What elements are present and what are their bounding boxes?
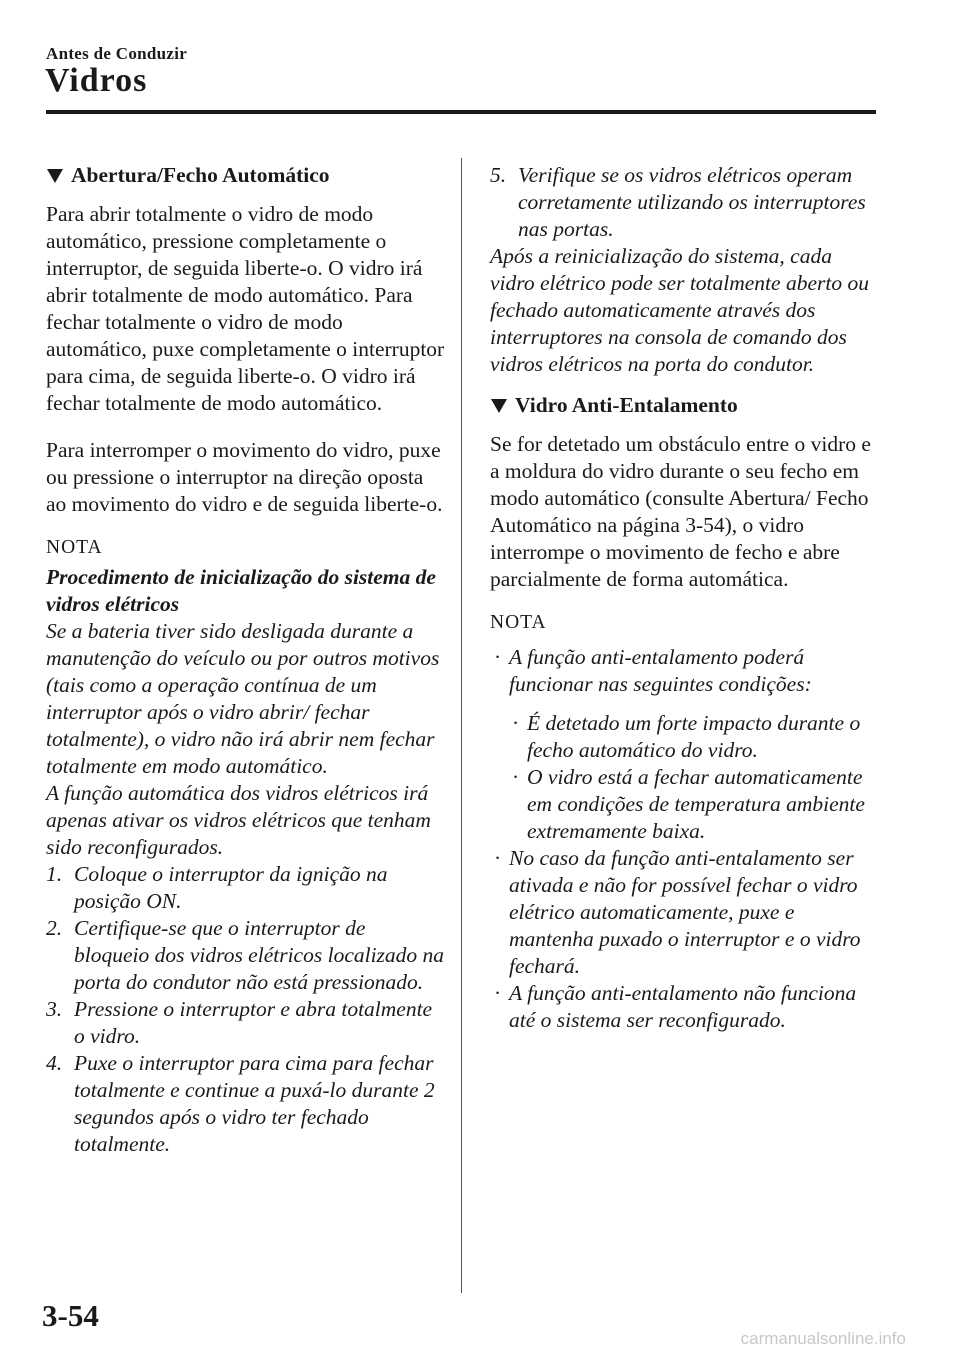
right-column [490, 162, 880, 1034]
section-heading-auto [46, 162, 446, 189]
step-number: 4. [46, 1051, 63, 1075]
list-item [494, 980, 880, 1034]
list-item [512, 710, 880, 764]
nota-title: Procedimento de inicialização do sistema de vidros elétricos [46, 565, 436, 616]
heading-text: Abertura/Fecho Automático [71, 163, 330, 187]
bullet-text: É detetado um forte impacto durante o fecho automático do vidro. [527, 711, 861, 762]
step-text: Coloque o interruptor da ignição na posição ON. [74, 862, 388, 913]
bullet-icon: · [512, 765, 520, 789]
page-title: Vidros [45, 62, 148, 99]
list-item [46, 1050, 446, 1158]
step-text: Puxe o interruptor para cima para fechar totalmente e continue a puxá-lo durante 2 segundos após o vidro ter fechado totalmente. [74, 1051, 435, 1156]
bullet-text: O vidro está a fechar automaticamente em condições de temperatura ambiente extremamente baixa. [527, 765, 865, 843]
list-item [494, 644, 880, 698]
paragraph: Após a reinicialização do sistema, cada vidro elétrico pode ser totalmente aberto ou fechado automaticamente através dos interruptores na consola de comando dos vidros elétricos na porta do condutor. [490, 244, 869, 376]
section-heading-anti-pinch [490, 392, 880, 419]
list-item [512, 764, 880, 845]
column-divider [461, 158, 462, 1293]
list-item [46, 915, 446, 996]
bullet-text: A função anti-entalamento poderá funcionar nas seguintes condições: [509, 645, 812, 696]
heading-text: Vidro Anti-Entalamento [515, 393, 738, 417]
step-number: 1. [46, 862, 63, 886]
list-item [46, 996, 446, 1050]
sub-list [512, 710, 880, 845]
step-text: Pressione o interruptor e abra totalmente o vidro. [74, 997, 433, 1048]
bullet-icon: · [512, 711, 520, 735]
list-item [494, 845, 880, 980]
step-number: 2. [46, 916, 63, 940]
step-text: Certifique-se que o interruptor de bloqueio dos vidros elétricos localizado na porta do condutor não está pressionado. [74, 916, 445, 994]
nota-text: Se a bateria tiver sido desligada durante a manutenção do veículo ou por outros motivos (tais como a operação contínua de um interruptor após o vidro abrir/ fechar totalmente), o vidro não irá abrir nem fechar totalmente em modo automático. [46, 619, 440, 778]
paragraph: Se for detetado um obstáculo entre o vidro e a moldura do vidro durante o seu fecho em modo automático (consulte Abertura/ Fecho Automático na página 3-54), o vidro interrompe o movimento de fecho e abre parcialmente de forma automática. [490, 432, 871, 591]
header-rule [46, 110, 876, 114]
bullet-icon: · [494, 846, 502, 870]
nota-label: NOTA [490, 612, 547, 633]
bullet-icon: · [494, 645, 502, 669]
triangle-marker-icon [47, 169, 63, 183]
chapter-label: Antes de Conduzir [46, 44, 188, 63]
bullet-text: A função anti-entalamento não funciona até o sistema ser reconfigurado. [509, 981, 857, 1032]
nota-text: A função automática dos vidros elétricos irá apenas ativar os vidros elétricos que tenham sido reconfigurados. [46, 781, 431, 859]
bullet-icon: · [494, 981, 502, 1005]
triangle-marker-icon [491, 399, 507, 413]
page-number: 3-54 [42, 1298, 99, 1333]
step-number: 5. [490, 163, 507, 187]
list-item [490, 162, 880, 243]
bullet-text: No caso da função anti-entalamento ser ativada e não for possível fechar o vidro elétrico automaticamente, puxe e mantenha puxado o interruptor e o vidro fechará. [509, 846, 861, 978]
left-column [46, 162, 446, 1158]
step-text: Verifique se os vidros elétricos operam corretamente utilizando os interruptores nas portas. [518, 163, 866, 241]
nota-label: NOTA [46, 537, 103, 558]
paragraph: Para abrir totalmente o vidro de modo automático, pressione completamente o interruptor, de seguida liberte-o. O vidro irá abrir totalmente de modo automático. Para fechar totalmente o vidro de modo automático, puxe completamente o interruptor para cima, de seguida liberte-o. O vidro irá fechar totalmente de modo automático. [46, 202, 445, 415]
watermark: carmanualsonline.info [740, 1329, 906, 1348]
step-number: 3. [46, 997, 63, 1021]
list-item [46, 861, 446, 915]
paragraph: Para interromper o movimento do vidro, puxe ou pressione o interruptor na direção oposta ao movimento do vidro e de seguida liberte-o. [46, 438, 443, 516]
